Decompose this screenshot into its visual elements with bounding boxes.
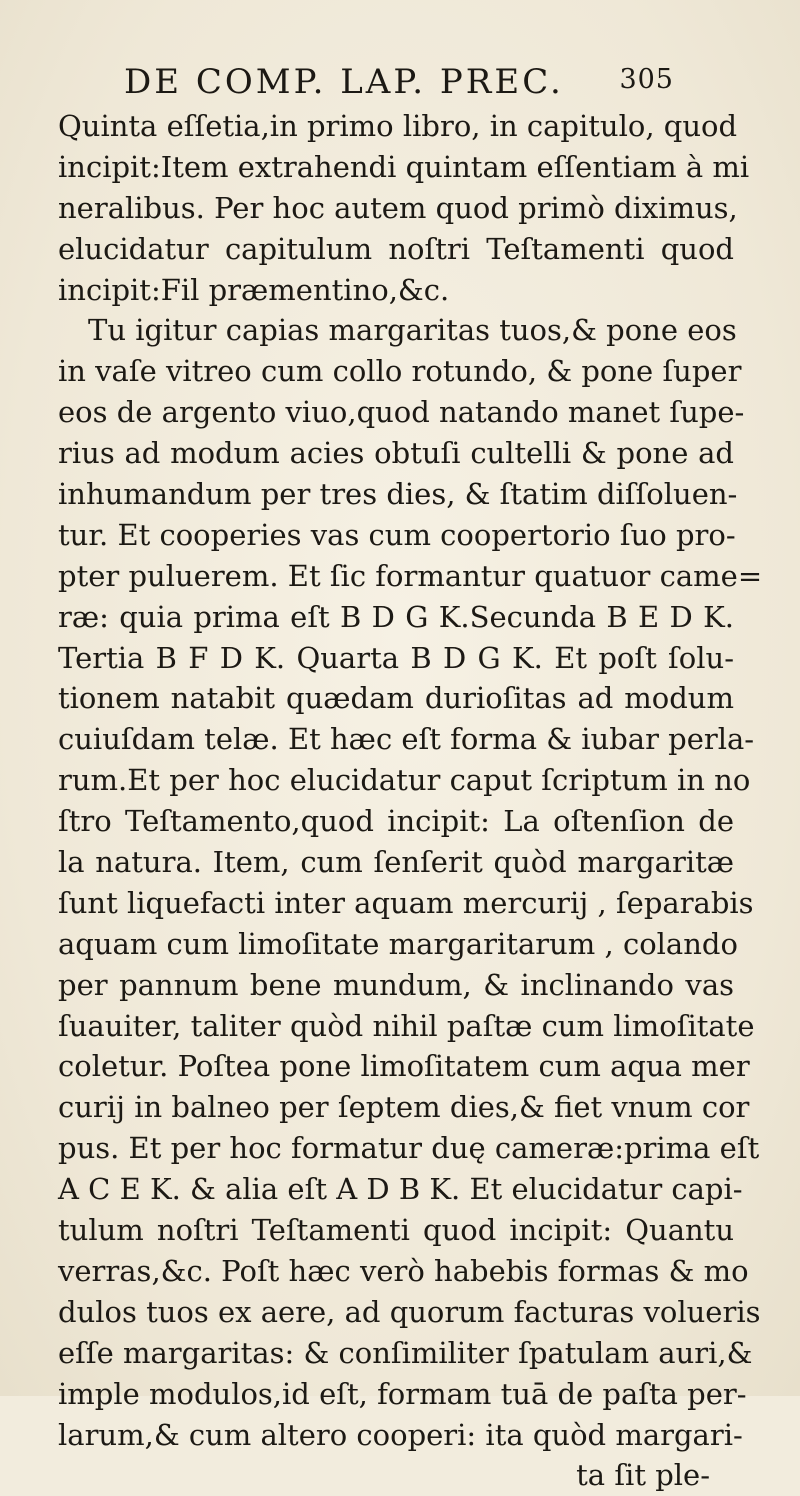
text-line: in vaſe vitreo cum collo rotundo, & pone ſuper [58,354,742,389]
page-number: 305 [619,64,674,95]
text-line: inhumandum per tres dies, & ſtatim diſſoluen- [58,477,738,512]
text-line: eos de argento viuo,quod natando manet ſupe- [58,395,745,430]
text-line: A C E K. & alia eſt A D B K. Et elucidatur capi- [58,1172,743,1207]
text-line: verras,&c. Poſt hæc verò habebis formas & mo [58,1253,749,1288]
text-line: dulos tuos ex aere, ad quorum facturas volueris [58,1294,761,1329]
text-line: incipit:Item extrahendi quintam eſſentiam à mi [58,149,750,184]
text-line: coletur. Poſtea pone limoſitatem cum aqua mer [58,1049,750,1084]
text-line: eſſe margaritas: & conſimiliter ſpatulam auri,& [58,1335,753,1370]
running-head: DE COMP. LAP. PREC. [124,62,564,102]
text-line: larum,& cum altero cooperi: ita quòd margari- [58,1417,743,1452]
text-line: per pannum bene mundum, & inclinando vas [58,967,734,1002]
text-line: elucidatur capitulum noſtri Teſtamenti quod [58,231,734,266]
text-line: cuiuſdam telæ. Et hæc eſt forma & iubar perla- [58,722,755,757]
text-line: incipit:Fil præmentino,&c. [58,272,450,307]
body-text [58,106,763,1496]
text-line: pus. Et per hoc formatur duę cameræ:prima eſt [58,1131,760,1166]
text-line: pter puluerem. Et ſic formantur quatuor came= [58,558,763,593]
page-header [110,62,690,110]
text-line: neralibus. Per hoc autem quod primò diximus, [58,190,738,225]
text-line: tionem natabit quædam durioſitas ad modum [58,681,734,716]
text-line: ræ: quia prima eſt B D G K.Secunda B E D K. [58,599,734,634]
text-line: ſunt liquefacti inter aquam mercurij , ſeparabis [58,885,754,920]
text-line: ſuauiter, taliter quòd nihil paſtæ cum limoſitate [58,1008,755,1043]
text-line: ta ſit ple- [576,1458,710,1493]
text-line: aquam cum limoſitate margaritarum , colando [58,926,738,961]
text-line: la natura. Item, cum ſenſerit quòd margaritæ [58,845,734,880]
text-line: imple modulos,id eſt, formam tuā de paſta per- [58,1376,747,1411]
text-line: ſtro Teſtamento,quod incipit: La oſtenſion de [58,804,734,839]
text-line: tur. Et cooperies vas cum coopertorio ſuo pro- [58,517,736,552]
text-line: curij in balneo per ſeptem dies,& fiet vnum cor [58,1090,750,1125]
text-line: tulum noſtri Teſtamenti quod incipit: Quantu [58,1213,734,1248]
text-line: Quinta eſſetia,in primo libro, in capitulo, quod [58,109,738,143]
text-line: rum.Et per hoc elucidatur caput ſcriptum in no [58,763,751,798]
text-line: Tu igitur capias margaritas tuos,& pone eos [88,313,737,348]
text-line: Tertia B F D K. Quarta B D G K. Et poſt ſolu- [58,640,734,675]
text-line: rius ad modum acies obtuſi cultelli & pone ad [58,436,734,471]
